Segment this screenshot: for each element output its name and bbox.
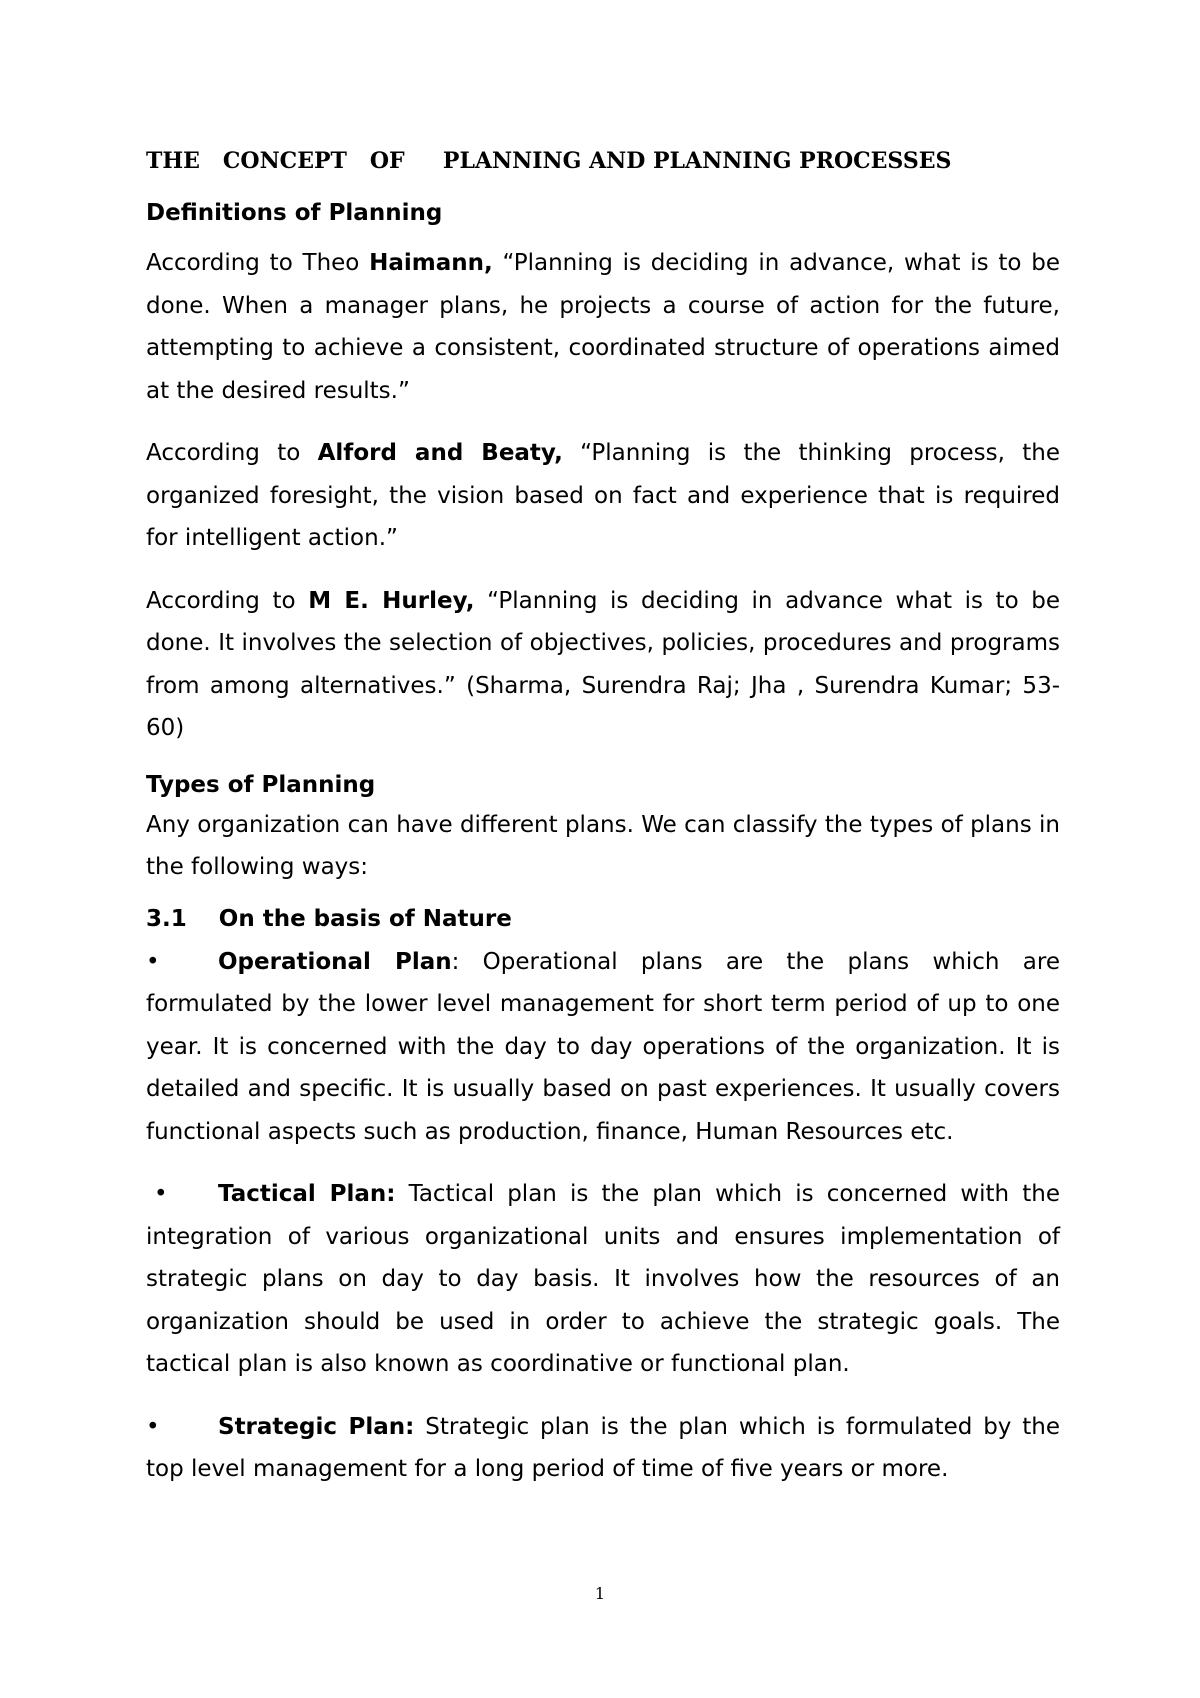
- definition-paragraph: According to M E. Hurley, “Planning is deciding in advance what is to be done. It involves the selection of objectives, policies, procedures and programs from among alternatives.” (Sharma, Surendra Raj; Jha , Surendra Kumar; 53-60): [146, 587, 1060, 741]
- page-number: 1: [594, 1584, 606, 1603]
- definition-paragraph: According to Alford and Beaty, “Planning is the thinking process, the organized foresight, the vision based on fact and experience that is required for intelligent action.”: [146, 440, 1060, 551]
- page-title: THE CONCEPT OF PLANNING AND PLANNING PROCESSES: [146, 148, 952, 174]
- bullet-item-tactical: • Tactical Plan: Tactical plan is the plan which is concerned with the integration of various organizational units and ensures implementation of strategic plans on day to day basis. It involves how the resources of an organization should be used in order to achieve the strategic goals. The tactical plan is also known as coordinative or functional plan.: [146, 1173, 1060, 1386]
- bullet-marker: •: [146, 948, 160, 975]
- bullet-term: Tactical Plan:: [218, 1181, 396, 1207]
- bullet-item-strategic: • Strategic Plan: Strategic plan is the plan which is formulated by the top level management for a long period of time of five years or more.: [146, 1406, 1060, 1491]
- definition-author: Alford and Beaty,: [317, 440, 563, 466]
- types-intro: Any organization can have different plans. We can classify the types of plans in the following ways:: [146, 811, 1060, 880]
- definition-author: M E. Hurley,: [308, 587, 475, 614]
- definition-paragraph: According to Theo Haimann, “Planning is deciding in advance, what is to be done. When a manager plans, he projects a course of action for the future, attempting to achieve a consistent, coordinated structure of operations aimed at the desired results.”: [146, 250, 1060, 404]
- subsection-heading: 3.1 On the basis of Nature: [146, 905, 512, 932]
- bullet-term: Operational Plan: [218, 948, 452, 975]
- page-content: [146, 146, 1060, 1511]
- types-heading: Types of Planning: [146, 771, 376, 798]
- bullet-marker: •: [154, 1181, 168, 1207]
- definition-author: Haimann,: [369, 250, 493, 276]
- bullet-marker: •: [146, 1413, 160, 1440]
- bullet-term: Strategic Plan:: [218, 1413, 415, 1440]
- definitions-heading: Definitions of Planning: [146, 200, 443, 226]
- bullet-item-operational: • Operational Plan: Operational plans are the plans which are formulated by the lower level management for short term period of up to one year. It is concerned with the day to day operations of the organization. It is detailed and specific. It is usually based on past experiences. It usually covers functional aspects such as production, finance, Human Resources etc.: [146, 941, 1060, 1154]
